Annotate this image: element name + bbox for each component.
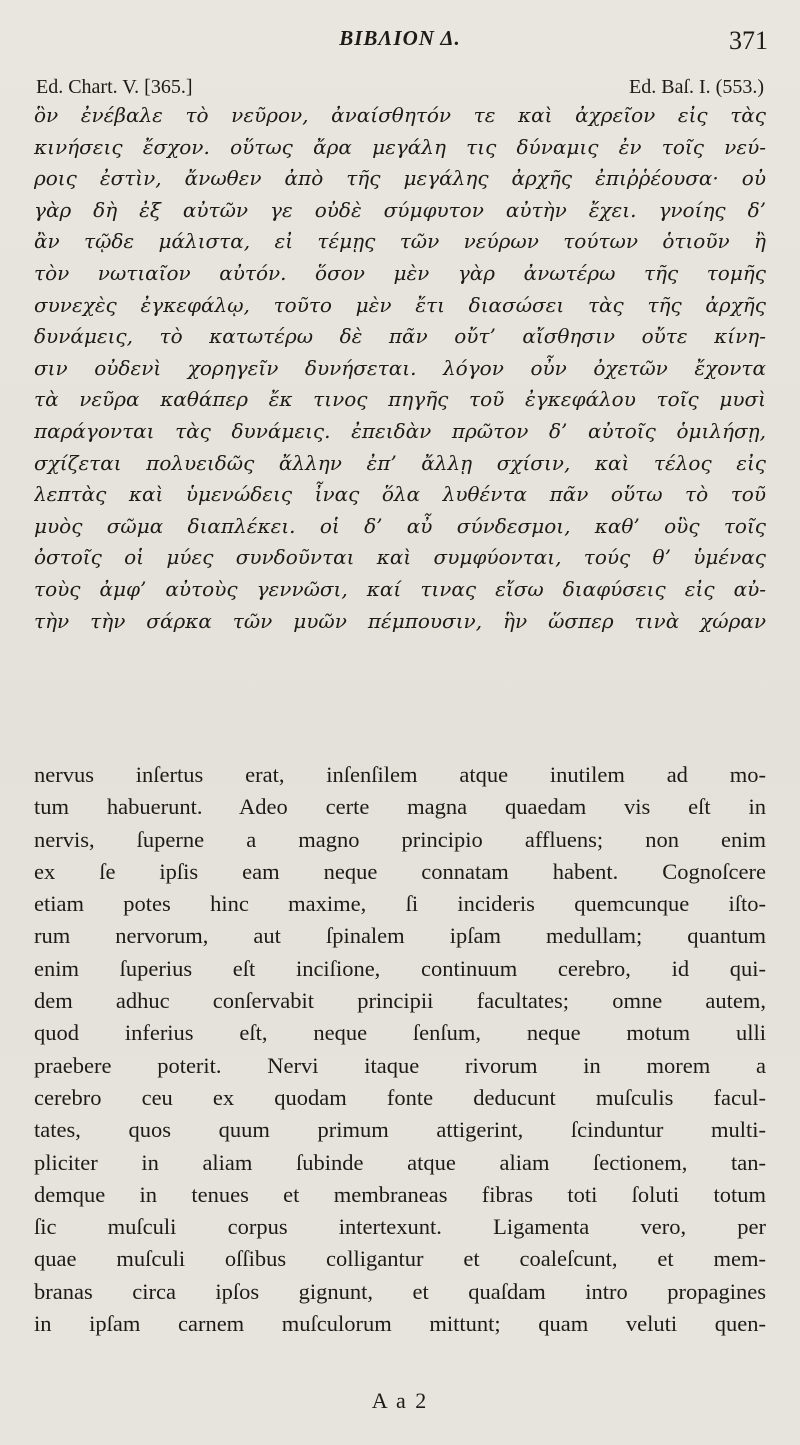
greek-line: ὀστοῖς οἱ μύες συνδοῦνται καὶ συμφύονται, τούς θ’ ὑμένας [34, 545, 766, 570]
greek-line: ροις ἐστὶν, ἄνωθεν ἀπὸ τῆς μεγάλης ἀρχῆς ἐπιῤῥέουσα· οὐ [34, 166, 766, 191]
greek-line: σχίζεται πολυειδῶς ἄλλην ἐπ’ ἄλλῃ σχίσιν, καὶ τέλος εἰς [34, 450, 766, 475]
greek-text-block [34, 100, 766, 637]
latin-line: cerebro ceu ex quodam fonte deducunt muſculis facul- [34, 1084, 766, 1110]
latin-line: etiam potes hinc maxime, ſi incideris quemcunque iſto- [34, 891, 766, 917]
latin-line: nervis, ſuperne a magno principio affluens; non enim [34, 826, 766, 852]
running-head: BIBΛΙΟΝ Δ. [339, 26, 461, 50]
latin-line: ſic muſculi corpus intertexunt. Ligamenta vero, per [34, 1214, 766, 1240]
greek-line: συνεχὲς ἐγκεφάλῳ, τοῦτο μὲν ἔτι διασώσει τὰς τῆς ἀρχῆς [34, 292, 766, 317]
greek-line: γὰρ δὴ ἐξ αὐτῶν γε οὐδὲ σύμφυτον αὐτὴν ἔχει. γνοίης δ’ [34, 197, 766, 222]
latin-text-block [34, 759, 766, 1340]
latin-line: branas circa ipſos gignunt, et quaſdam intro propagines [34, 1278, 766, 1304]
greek-line: τοὺς ἀμφ’ αὐτοὺς γεννῶσι, καί τινας εἴσω διαφύσεις εἰς αὐ- [34, 576, 766, 601]
latin-line: nervus inſertus erat, inſenſilem atque inutilem ad mo- [34, 762, 766, 787]
edition-reference-basel: Ed. Baſ. I. (553.) [629, 76, 764, 98]
greek-line: ἂν τῷδε μάλιστα, εἰ τέμῃς τῶν νεύρων τούτων ὁτιοῦν ἢ [34, 229, 766, 254]
greek-line: τὸν νωτιαῖον αὐτόν. ὅσον μὲν γὰρ ἀνωτέρω τῆς τομῆς [34, 260, 766, 285]
latin-line: tates, quos quum primum attigerint, ſcinduntur multi- [34, 1117, 766, 1143]
greek-line: ὃν ἐνέβαλε τὸ νεῦρον, ἀναίσθητόν τε καὶ ἀχρεῖον εἰς τὰς [34, 103, 766, 127]
latin-line: quae muſculi oſſibus colligantur et coaleſcunt, et mem- [34, 1246, 766, 1272]
greek-line: τὰ νεῦρα καθάπερ ἔκ τινος πηγῆς τοῦ ἐγκεφάλου τοῖς μυσὶ [34, 387, 766, 412]
latin-line: quod inferius eſt, neque ſenſum, neque motum ulli [34, 1020, 766, 1046]
greek-line: μυὸς σῶμα διαπλέκει. οἱ δ’ αὖ σύνδεσμοι, καθ’ οὓς τοῖς [34, 513, 766, 538]
latin-line: in ipſam carnem muſculorum mittunt; quam veluti quen- [34, 1311, 766, 1337]
latin-line: pliciter in aliam ſubinde atque aliam ſectionem, tan- [34, 1149, 766, 1175]
greek-line: σιν οὐδενὶ χορηγεῖν δυνήσεται. λόγον οὖν ὀχετῶν ἔχοντα [34, 355, 766, 380]
signature-mark: A a 2 [371, 1388, 429, 1413]
greek-line: τὴν τὴν σάρκα τῶν μυῶν πέμπουσιν, ἣν ὥσπερ τινὰ χώραν [34, 608, 766, 633]
latin-line: praebere poterit. Nervi itaque rivorum in morem a [34, 1052, 766, 1078]
greek-line: κινήσεις ἔσχον. οὕτως ἄρα μεγάλη τις δύναμις ἐν τοῖς νεύ- [34, 134, 766, 159]
latin-line: tum habuerunt. Adeo certe magna quaedam vis eſt in [34, 794, 766, 820]
latin-line: ex ſe ipſis eam neque connatam habent. Cognoſcere [34, 858, 766, 884]
edition-reference-chartier: Ed. Chart. V. [365.] [36, 76, 193, 98]
page-number: 371 [729, 26, 768, 55]
latin-line: rum nervorum, aut ſpinalem ipſam medullam; quantum [34, 923, 766, 949]
greek-line: δυνάμεις, τὸ κατωτέρω δὲ πᾶν οὔτ’ αἴσθησιν οὔτε κίνη- [34, 324, 766, 349]
greek-line: λεπτὰς καὶ ὑμενώδεις ἶνας ὅλα λυθέντα πᾶν οὕτω τὸ τοῦ [34, 482, 766, 507]
latin-line: enim ſuperius eſt inciſione, continuum cerebro, id qui- [34, 955, 766, 981]
latin-line: dem adhuc conſervabit principii facultates; omne autem, [34, 988, 766, 1014]
latin-line: demque in tenues et membraneas fibras toti ſoluti totum [34, 1181, 766, 1207]
greek-line: παράγονται τὰς δυνάμεις. ἐπειδὰν πρῶτον δ’ αὐτοῖς ὁμιλήσῃ, [34, 418, 766, 443]
